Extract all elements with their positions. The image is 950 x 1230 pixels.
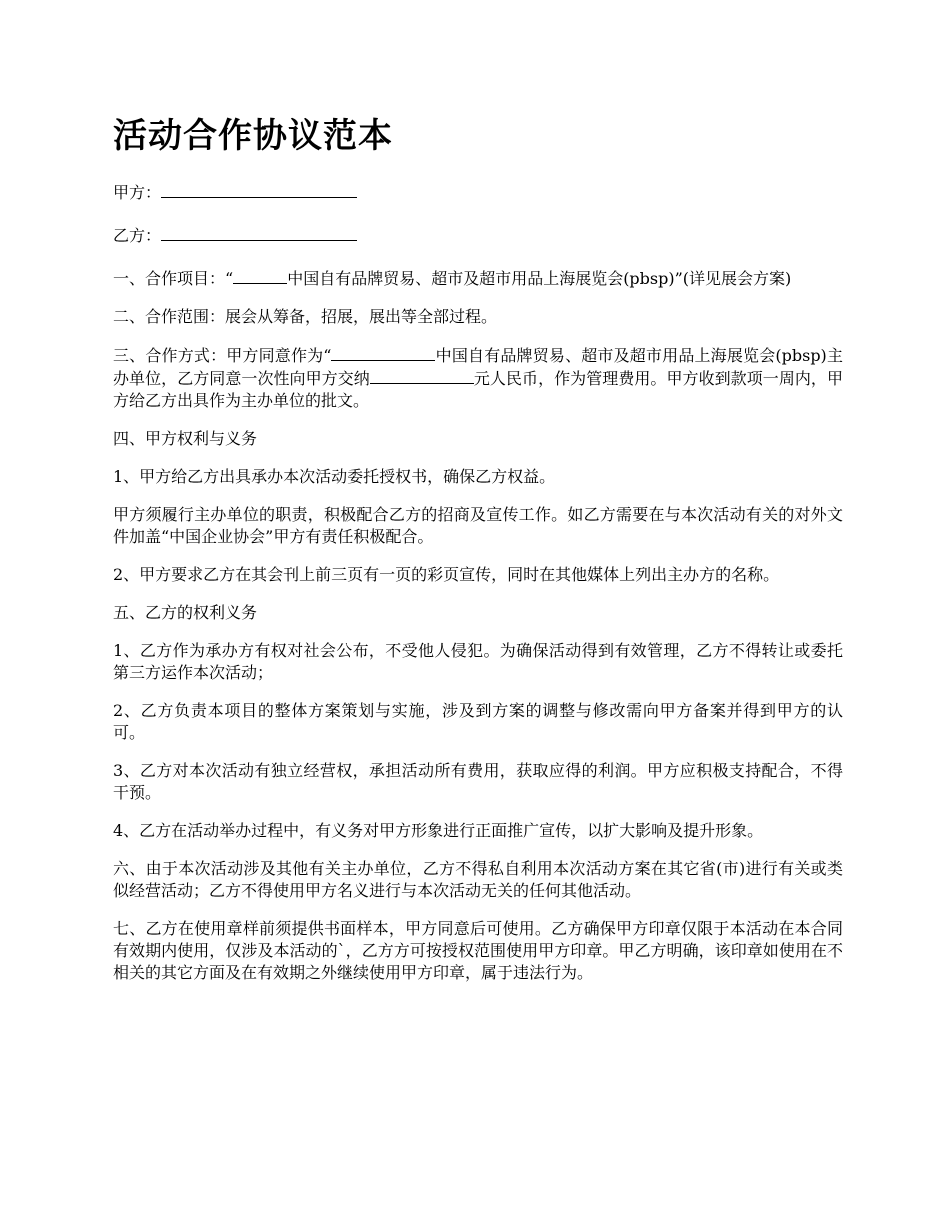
fee-amount-blank: [370, 367, 474, 384]
clause-3-part1: 三、合作方式：甲方同意作为“: [113, 346, 332, 365]
clause-3-part3: 元人民币，作为管理费用。甲方收到款项一周内，甲方给乙方出具作为主办单位的批文。: [113, 369, 843, 410]
clause-cooperation-project: [113, 267, 843, 290]
party-a-item-1: 1、甲方给乙方出具承办本次活动委托授权书，确保乙方权益。: [113, 467, 556, 486]
party-b-label: 乙方：: [113, 226, 162, 245]
party-b-item-3: 3、乙方对本次活动有独立经营权，承担活动所有费用，获取应得的利润。甲方应积极支持配合，不得干预。: [113, 761, 843, 802]
party-b-item-2: 2、乙方负责本项目的整体方案策划与实施，涉及到方案的调整与修改需向甲方备案并得到甲方的认可。: [113, 701, 843, 742]
clause-1-end: 中国自有品牌贸易、超市及超市用品上海展览会(pbsp)”(详见展会方案): [287, 269, 792, 288]
clause-1-start: 一、合作项目：“: [113, 269, 234, 288]
clause-cooperation-method: [113, 344, 843, 412]
project-name-blank: [233, 267, 287, 284]
party-a-blank: [161, 181, 357, 198]
event-name-blank: [331, 344, 435, 361]
clause-cooperation-scope: 二、合作范围：展会从筹备，招展，展出等全部过程。: [113, 307, 498, 326]
party-a-label: 甲方：: [113, 183, 162, 202]
document-body: [113, 181, 843, 1000]
party-b-line: [113, 224, 843, 247]
document-title: 活动合作协议范本: [113, 116, 393, 156]
clause-six: 六、由于本次活动涉及其他有关主办单位，乙方不得私自利用本次活动方案在其它省(市)进行有关或类似经营活动；乙方不得使用甲方名义进行与本次活动无关的任何其他活动。: [113, 859, 843, 900]
clause-seven: 七、乙方在使用章样前须提供书面样本，甲方同意后可使用。乙方确保甲方印章仅限于本活动在本合同有效期内使用，仅涉及本活动的`，乙方方可按授权范围使用甲方印章。甲乙方明确，该印章如使用在不相关的其它方面及在有效期之外继续使用甲方印章，属于违法行为。: [113, 919, 843, 982]
party-b-blank: [161, 224, 357, 241]
party-a-item-2: 2、甲方要求乙方在其会刊上前三页有一页的彩页宣传，同时在其他媒体上列出主办方的名称。: [113, 565, 780, 584]
clause-3-part2: 中国自有品牌贸易、超市及超市用品上海展览会(pbsp)主办单位，乙方同意一次性向甲方交纳: [113, 346, 843, 388]
party-b-item-4: 4、乙方在活动举办过程中，有义务对甲方形象进行正面推广宣传，以扩大影响及提升形象。: [113, 821, 764, 840]
party-a-line: [113, 181, 843, 204]
section-party-a-rights: 四、甲方权利与义务: [113, 429, 258, 448]
section-party-b-rights: 五、乙方的权利义务: [113, 603, 258, 622]
party-b-item-1: 1、乙方作为承办方有权对社会公布，不受他人侵犯。为确保活动得到有效管理，乙方不得转让或委托第三方运作本次活动；: [113, 641, 843, 682]
party-a-duty-paragraph: 甲方须履行主办单位的职责，积极配合乙方的招商及宣传工作。如乙方需要在与本次活动有关的对外文件加盖“中国企业协会”甲方有责任积极配合。: [113, 505, 843, 546]
